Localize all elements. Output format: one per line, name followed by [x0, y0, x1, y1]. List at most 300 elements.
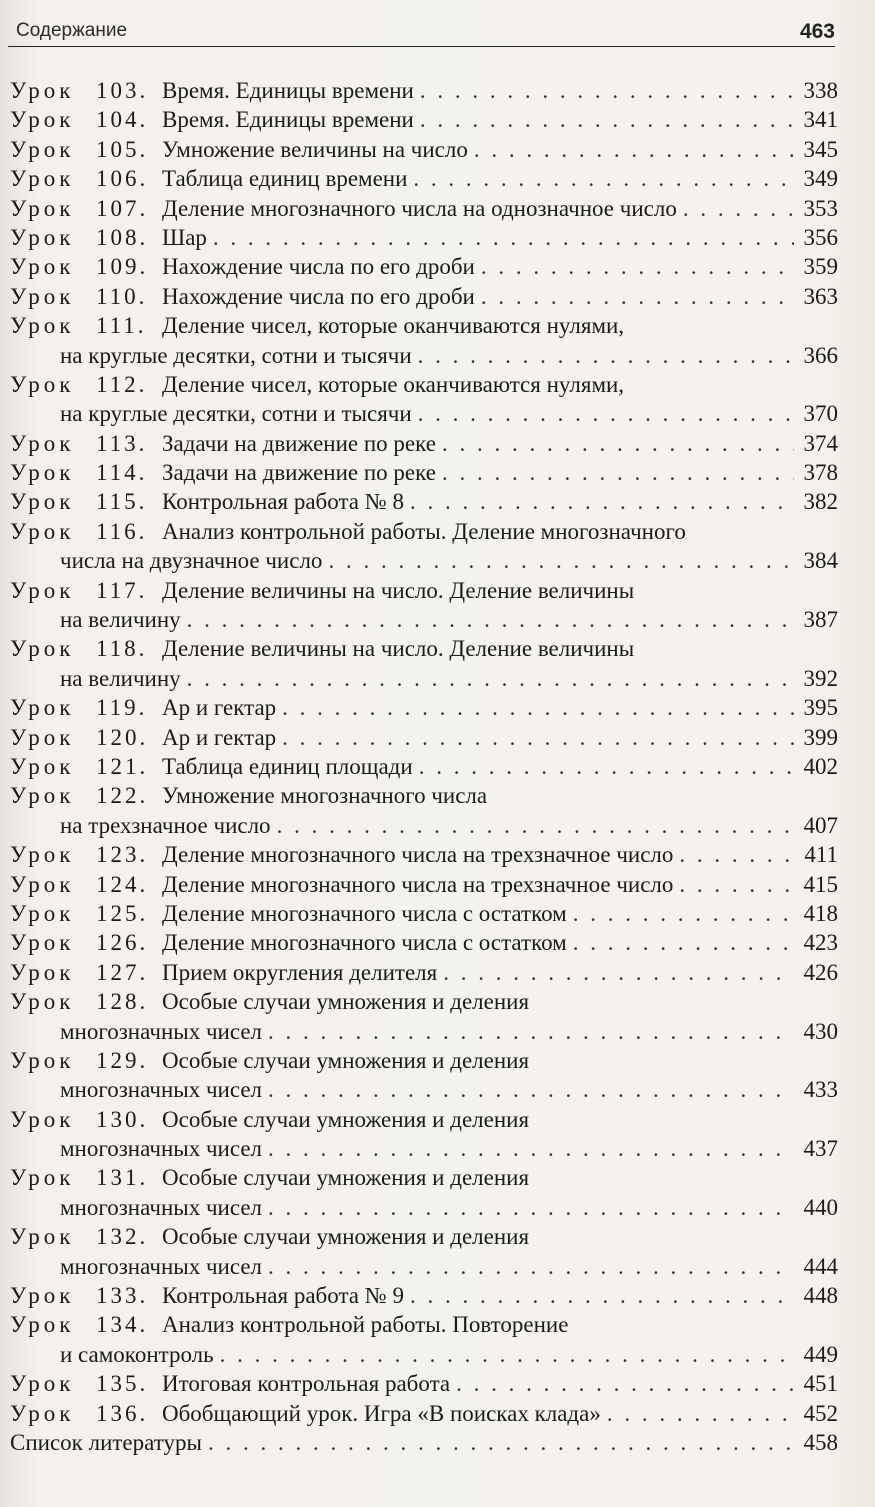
lesson-number: 124. [96, 871, 149, 897]
toc-entry [10, 1105, 838, 1164]
dot-leader [442, 458, 794, 487]
lesson-title: Время. Единицы времени [162, 107, 414, 133]
lesson-number: 132. [96, 1224, 149, 1250]
dot-leader-line [162, 899, 838, 928]
lesson-title: Ар и гектар [162, 724, 277, 750]
toc-line [10, 1281, 838, 1310]
lesson-word: Урок [10, 753, 75, 779]
toc-line [10, 252, 838, 281]
lesson-number: 115. [96, 489, 148, 515]
lesson-word: Урок [10, 460, 75, 486]
page-number: 341 [803, 107, 838, 133]
lesson-number: 105. [96, 136, 149, 162]
lesson-title: Контрольная работа № 8 [162, 489, 404, 515]
dot-leader [268, 1017, 794, 1046]
lesson-number: 134. [96, 1312, 149, 1338]
toc-line [10, 1369, 838, 1398]
dot-leader [419, 752, 794, 781]
lesson-word: Урок [10, 254, 75, 280]
toc-line [10, 576, 838, 605]
page-number: 452 [803, 1400, 838, 1426]
lesson-number: 114. [96, 460, 148, 486]
lesson-title: многозначных чисел [60, 1136, 263, 1162]
dot-leader [481, 252, 794, 281]
toc-entry [10, 576, 838, 635]
toc-line [10, 223, 838, 252]
toc-entry [10, 223, 838, 252]
dot-leader [208, 1428, 794, 1457]
lesson-title: Умножение величины на число [162, 136, 468, 162]
toc-line [10, 840, 838, 869]
lesson-number: 112. [96, 371, 148, 397]
toc-entry [10, 899, 838, 928]
toc-line [10, 1134, 838, 1163]
toc-line [10, 1252, 838, 1281]
page-number: 345 [803, 136, 838, 162]
dot-leader [443, 958, 794, 987]
dot-leader-line [60, 664, 838, 693]
toc-line [10, 723, 838, 752]
toc-entry [10, 693, 838, 722]
toc-line [10, 1310, 838, 1339]
page-number: 415 [803, 871, 838, 897]
toc-line [10, 693, 838, 722]
lesson-title: Деление величины на число. Деление величины [162, 636, 635, 662]
dot-leader [410, 1281, 794, 1310]
dot-leader-line [60, 546, 838, 575]
dot-leader [282, 723, 794, 752]
lesson-number: 109. [96, 254, 149, 280]
toc-line [10, 1046, 838, 1075]
dot-leader-line [162, 458, 838, 487]
dot-leader [456, 1369, 794, 1398]
lesson-word: Урок [10, 783, 75, 809]
page-number: 387 [803, 607, 838, 633]
toc-line [10, 487, 838, 516]
lesson-word: Урок [10, 1371, 75, 1397]
dot-leader [328, 546, 794, 575]
lesson-title: Ар и гектар [162, 695, 277, 721]
lesson-number: 123. [96, 842, 149, 868]
lesson-number: 119. [96, 695, 148, 721]
page-number: 374 [803, 430, 838, 456]
toc-line [10, 664, 838, 693]
lesson-title: на круглые десятки, сотни и тысячи [60, 401, 412, 427]
toc-entry [10, 928, 838, 957]
toc-entry [10, 76, 838, 105]
lesson-number: 107. [96, 195, 149, 221]
dot-leader-line [162, 928, 838, 957]
lesson-number: 129. [96, 1047, 149, 1073]
toc-line [10, 1428, 838, 1457]
toc-entry [10, 517, 838, 576]
page-number: 426 [803, 959, 838, 985]
dot-leader [679, 840, 794, 869]
toc-line [10, 311, 838, 340]
lesson-number: 117. [96, 577, 148, 603]
dot-leader [268, 1075, 794, 1104]
dot-leader [607, 1399, 794, 1428]
toc-entry [10, 781, 838, 840]
lesson-number: 106. [96, 166, 149, 192]
lesson-title: Особые случаи умножения и деления [162, 1224, 530, 1250]
lesson-title: числа на двузначное число [60, 548, 323, 574]
toc-line [10, 546, 838, 575]
page-number: 384 [803, 548, 838, 574]
toc-entry [10, 105, 838, 134]
dot-leader [410, 487, 794, 516]
dot-leader-line [162, 164, 838, 193]
lesson-word: Урок [10, 1224, 75, 1250]
toc-line [10, 958, 838, 987]
page-number: 458 [803, 1429, 838, 1455]
lesson-word: Урок [10, 842, 75, 868]
lesson-word: Урок [10, 959, 75, 985]
lesson-title: Задачи на движение по реке [162, 460, 436, 486]
page-number: 349 [803, 166, 838, 192]
dot-leader-line [162, 1369, 838, 1398]
dot-leader-line [162, 693, 838, 722]
dot-leader-line [162, 194, 838, 223]
dot-leader-line [60, 1340, 838, 1369]
dot-leader-line [60, 605, 838, 634]
lesson-word: Урок [10, 871, 75, 897]
lesson-word: Урок [10, 489, 75, 515]
lesson-number: 116. [96, 518, 148, 544]
lesson-number: 111. [96, 313, 147, 339]
toc-entry [10, 1046, 838, 1105]
lesson-title: Особые случаи умножения и деления [162, 1165, 530, 1191]
dot-leader-line [60, 1075, 838, 1104]
toc-entry [10, 840, 838, 869]
dot-leader [573, 928, 794, 957]
dot-leader-line [162, 76, 838, 105]
page-number: 353 [803, 195, 838, 221]
toc-entry [10, 958, 838, 987]
lesson-title: Особые случаи умножения и деления [162, 989, 530, 1015]
toc-entry [10, 1222, 838, 1281]
page-number: 437 [803, 1136, 838, 1162]
page-number: 423 [803, 930, 838, 956]
dot-leader [683, 194, 794, 223]
toc-line [10, 370, 838, 399]
toc-entry [10, 870, 838, 899]
lesson-title: на величину [60, 665, 181, 691]
page-number: 407 [803, 812, 838, 838]
lesson-word: Урок [10, 78, 75, 103]
lesson-word: Урок [10, 724, 75, 750]
lesson-word: Урок [10, 136, 75, 162]
toc-line [10, 1017, 838, 1046]
dot-leader-line [162, 282, 838, 311]
dot-leader-line [10, 1428, 838, 1457]
toc-line [10, 781, 838, 810]
dot-leader [481, 282, 794, 311]
toc-line [10, 1222, 838, 1251]
toc-line [10, 1193, 838, 1222]
lesson-word: Урок [10, 900, 75, 926]
dot-leader-line [162, 429, 838, 458]
dot-leader-line [162, 252, 838, 281]
dot-leader-line [162, 1399, 838, 1428]
lesson-title: и самоконтроль [60, 1341, 214, 1367]
dot-leader-line [162, 135, 838, 164]
dot-leader-line [60, 1193, 838, 1222]
toc-line [10, 1163, 838, 1192]
page-number: 392 [803, 665, 838, 691]
page-number: 430 [803, 1018, 838, 1044]
lesson-word: Урок [10, 1283, 75, 1309]
dot-leader [187, 664, 794, 693]
dot-leader [418, 341, 794, 370]
lesson-title: Нахождение числа по его дроби [162, 283, 475, 309]
dot-leader [268, 1134, 794, 1163]
toc-entry [10, 1369, 838, 1398]
lesson-title: многозначных чисел [60, 1077, 263, 1103]
dot-leader-line [60, 341, 838, 370]
lesson-number: 110. [96, 283, 148, 309]
toc-line [10, 341, 838, 370]
lesson-number: 126. [96, 930, 149, 956]
lesson-number: 108. [96, 224, 149, 250]
toc-line [10, 752, 838, 781]
lesson-number: 135. [96, 1371, 149, 1397]
dot-leader-line [162, 105, 838, 134]
toc-line [10, 870, 838, 899]
dot-leader [277, 811, 794, 840]
lesson-word: Урок [10, 166, 75, 192]
dot-leader-line [60, 1134, 838, 1163]
page-number: 444 [803, 1253, 838, 1279]
lesson-title: Деление многозначного числа на трехзначное число [162, 842, 674, 868]
lesson-title: на трехзначное число [60, 812, 271, 838]
toc-entry [10, 1163, 838, 1222]
dot-leader [268, 1252, 794, 1281]
page-number: 411 [804, 842, 838, 868]
dot-leader [420, 76, 794, 105]
toc-entry [10, 282, 838, 311]
lesson-title: Анализ контрольной работы. Повторение [162, 1312, 569, 1338]
lesson-number: 104. [96, 107, 149, 133]
toc-line [10, 399, 838, 428]
toc-line [10, 987, 838, 1016]
lesson-title: многозначных чисел [60, 1253, 263, 1279]
lesson-word: Урок [10, 107, 75, 133]
lesson-word: Урок [10, 930, 75, 956]
lesson-title: Деление величины на число. Деление величины [162, 577, 635, 603]
page-number: 433 [803, 1077, 838, 1103]
lesson-title: Деление многозначного числа на трехзначное число [162, 871, 674, 897]
toc-entry [10, 252, 838, 281]
dot-leader-line [162, 1281, 838, 1310]
dot-leader-line [162, 723, 838, 752]
toc-entry [10, 487, 838, 516]
dot-leader [282, 693, 794, 722]
page-number: 378 [803, 460, 838, 486]
lesson-title: Особые случаи умножения и деления [162, 1106, 530, 1132]
dot-leader [442, 429, 794, 458]
dot-leader-line [162, 223, 838, 252]
toc-entry [10, 634, 838, 693]
lesson-title: Задачи на движение по реке [162, 430, 436, 456]
dot-leader-line [162, 958, 838, 987]
dot-leader [187, 605, 794, 634]
toc-line [10, 811, 838, 840]
dot-leader [474, 135, 794, 164]
lesson-number: 125. [96, 900, 149, 926]
dot-leader [420, 105, 794, 134]
toc-entry [10, 429, 838, 458]
dot-leader-line [60, 1017, 838, 1046]
toc-entry-bibliography [10, 1428, 838, 1457]
lesson-number: 113. [96, 430, 148, 456]
lesson-number: 127. [96, 959, 149, 985]
header-page-number: 463 [799, 20, 835, 43]
toc-line [10, 105, 838, 134]
lesson-title: Умножение многозначного числа [162, 783, 488, 809]
dot-leader [213, 223, 794, 252]
lesson-title: Контрольная работа № 9 [162, 1283, 404, 1309]
page-number: 338 [803, 78, 838, 103]
toc-line [10, 1105, 838, 1134]
toc-entry [10, 458, 838, 487]
toc-entry [10, 164, 838, 193]
toc-line [10, 135, 838, 164]
bibliography-title: Список литературы [10, 1429, 202, 1455]
lesson-word: Урок [10, 371, 75, 397]
dot-leader [413, 164, 794, 193]
dot-leader [418, 399, 794, 428]
lesson-word: Урок [10, 1106, 75, 1132]
dot-leader-line [162, 487, 838, 516]
lesson-title: Время. Единицы времени [162, 78, 414, 103]
toc-line [10, 1340, 838, 1369]
page-number: 449 [803, 1341, 838, 1367]
dot-leader-line [60, 1252, 838, 1281]
lesson-word: Урок [10, 518, 75, 544]
lesson-number: 131. [96, 1165, 149, 1191]
toc-line [10, 605, 838, 634]
page-number: 366 [803, 342, 838, 368]
toc-line [10, 458, 838, 487]
lesson-number: 118. [96, 636, 148, 662]
toc-entry [10, 752, 838, 781]
page-number: 448 [803, 1283, 838, 1309]
dot-leader [268, 1193, 794, 1222]
toc-line [10, 76, 838, 105]
dot-leader [679, 870, 794, 899]
toc-line [10, 899, 838, 928]
lesson-title: Деление многозначного числа с остатком [162, 900, 567, 926]
toc-entry [10, 370, 838, 429]
page-number: 395 [803, 695, 838, 721]
running-header [8, 18, 835, 47]
lesson-number: 133. [96, 1283, 149, 1309]
lesson-title: на круглые десятки, сотни и тысячи [60, 342, 412, 368]
lesson-title: Обобщающий урок. Игра «В поисках клада» [162, 1400, 601, 1426]
dot-leader-line [60, 811, 838, 840]
lesson-word: Урок [10, 989, 75, 1015]
lesson-word: Урок [10, 430, 75, 456]
lesson-word: Урок [10, 1400, 75, 1426]
toc-entry [10, 987, 838, 1046]
lesson-title: Анализ контрольной работы. Деление многозначного [162, 518, 686, 544]
toc-line [10, 429, 838, 458]
toc-line [10, 1399, 838, 1428]
toc-entry [10, 723, 838, 752]
lesson-title: Шар [162, 224, 207, 250]
toc-line [10, 634, 838, 663]
lesson-title: на величину [60, 607, 181, 633]
toc-line [10, 282, 838, 311]
lesson-word: Урок [10, 1047, 75, 1073]
lesson-title: Таблица единиц площади [162, 753, 413, 779]
toc-line [10, 517, 838, 546]
page-number: 382 [803, 489, 838, 515]
toc-line [10, 1075, 838, 1104]
dot-leader [573, 899, 794, 928]
lesson-title: Деление чисел, которые оканчиваются нулями, [162, 313, 625, 339]
lesson-title: Деление чисел, которые оканчиваются нулями, [162, 371, 625, 397]
toc-entry [10, 1399, 838, 1428]
lesson-title: Нахождение числа по его дроби [162, 254, 475, 280]
page-number: 370 [803, 401, 838, 427]
page-number: 359 [803, 254, 838, 280]
lesson-word: Урок [10, 577, 75, 603]
dot-leader [220, 1340, 794, 1369]
lesson-number: 128. [96, 989, 149, 1015]
lesson-title: Деление многозначного числа с остатком [162, 930, 567, 956]
lesson-title: Прием округления делителя [162, 959, 438, 985]
page-number: 356 [803, 224, 838, 250]
header-title: Содержание [16, 20, 128, 41]
dot-leader-line [162, 840, 838, 869]
lesson-title: Таблица единиц времени [162, 166, 408, 192]
toc-entry [10, 194, 838, 223]
lesson-word: Урок [10, 195, 75, 221]
toc-entry [10, 1310, 838, 1369]
lesson-title: Деление многозначного числа на однозначное число [162, 195, 677, 221]
lesson-number: 103. [96, 78, 149, 103]
toc-line [10, 928, 838, 957]
toc-entry [10, 1281, 838, 1310]
toc-entry [10, 311, 838, 370]
toc-entry [10, 135, 838, 164]
dot-leader-line [162, 752, 838, 781]
lesson-word: Урок [10, 695, 75, 721]
table-of-contents [10, 76, 838, 1457]
page-number: 399 [803, 724, 838, 750]
toc-line [10, 194, 838, 223]
toc-line [10, 164, 838, 193]
page-number: 440 [803, 1194, 838, 1220]
page-number: 363 [803, 283, 838, 309]
lesson-number: 121. [96, 753, 149, 779]
lesson-title: Особые случаи умножения и деления [162, 1047, 530, 1073]
page-number: 402 [803, 753, 838, 779]
lesson-number: 120. [96, 724, 149, 750]
lesson-word: Урок [10, 1165, 75, 1191]
lesson-title: многозначных чисел [60, 1018, 263, 1044]
page-number: 451 [803, 1371, 838, 1397]
dot-leader-line [162, 870, 838, 899]
lesson-word: Урок [10, 636, 75, 662]
page-number: 418 [803, 900, 838, 926]
lesson-title: многозначных чисел [60, 1194, 263, 1220]
dot-leader-line [60, 399, 838, 428]
lesson-title: Итоговая контрольная работа [162, 1371, 451, 1397]
lesson-number: 130. [96, 1106, 149, 1132]
